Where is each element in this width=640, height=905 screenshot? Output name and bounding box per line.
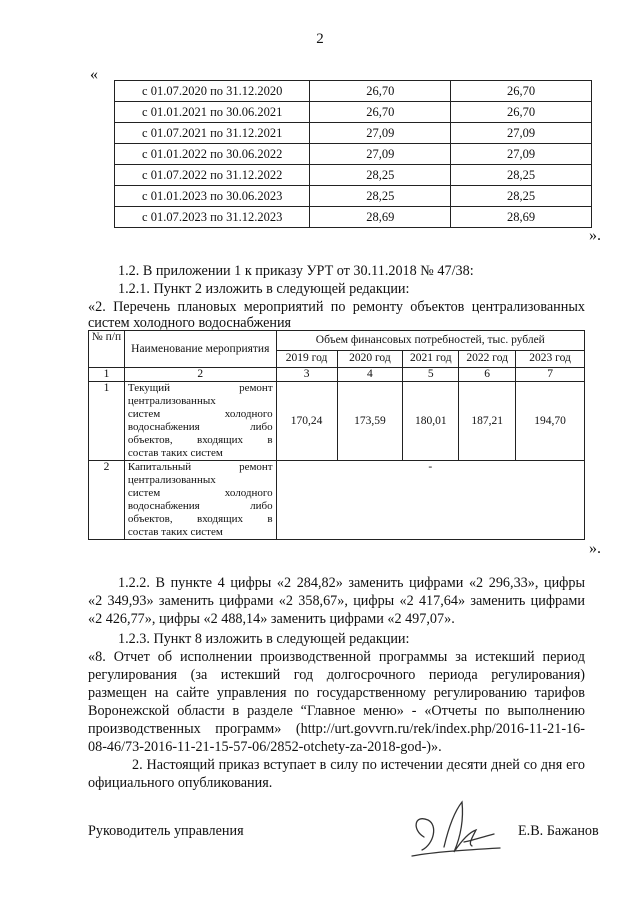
section-1-2-2-line-2: «2 349,93» заменить цифрами «2 358,67», цифры «2 417,64» заменить цифрами [88,593,585,609]
column-index: 3 [276,368,337,382]
measure-name-line: систем холодного [127,487,273,499]
value-cell-2: 26,70 [451,81,592,102]
column-index: 5 [403,368,459,382]
tariff-row [115,102,592,123]
header-num: № п/п [89,331,125,368]
measure-name-line: водоснабжения либо [127,500,273,512]
value-cell-2: 28,69 [451,207,592,228]
table2-close-mark: ». [589,540,601,557]
value-cell-1: 27,09 [310,123,451,144]
tariff-row [115,186,592,207]
year-header: 2023 год [516,350,585,367]
tariff-row [115,165,592,186]
value-cell-1: 28,25 [310,186,451,207]
row1-value-2021: 180,01 [403,382,459,461]
row2-value: - [276,461,584,540]
row1-num: 1 [89,382,125,461]
point-8-line-3: размещен на сайте управления по государственному регулированию тарифов [88,685,585,701]
row1-name [124,382,276,461]
measure-name-line: объектов, входящих в [127,434,273,446]
year-header: 2022 год [459,350,516,367]
repair-measures-table [88,330,585,540]
row1-value-2020: 173,59 [337,382,403,461]
measure-name-line: состав таких систем [127,447,223,459]
page-number: 2 [316,31,324,47]
tariff-row [115,207,592,228]
measure-name-line: Текущий ремонт [127,382,273,394]
year-header: 2021 год [403,350,459,367]
section-2-line-1: 2. Настоящий приказ вступает в силу по истечении десяти дней со дня его [132,757,585,773]
section-1-2: 1.2. В приложении 1 к приказу УРТ от 30.11.2018 № 47/38: [118,263,474,279]
header-volume: Объем финансовых потребностей, тыс. рублей [276,331,584,351]
section-2-line-2: официального опубликования. [88,775,273,791]
measure-name-line: систем холодного [127,408,273,420]
row2-num: 2 [89,461,125,540]
value-cell-2: 27,09 [451,123,592,144]
tariff-row [115,144,592,165]
year-header: 2019 год [276,350,337,367]
value-cell-2: 27,09 [451,144,592,165]
list-title-line-1: «2. Перечень плановых мероприятий по ремонту объектов централизованных [88,299,585,315]
value-cell-2: 26,70 [451,102,592,123]
point-8-text [88,648,585,756]
table1-close-mark: ». [589,227,601,244]
section-1-2-3: 1.2.3. Пункт 8 изложить в следующей редакции: [118,631,410,647]
point-8-line-5: производственных программ» (http://urt.govvrn.ru/rek/index.php/2016-11-21-16- [88,721,585,737]
row1-value-2019: 170,24 [276,382,337,461]
handwritten-signature [404,792,514,867]
value-cell-1: 26,70 [310,81,451,102]
quote-open-mark: « [90,66,98,83]
section-2 [88,756,585,792]
value-cell-1: 28,25 [310,165,451,186]
row2-name [124,461,276,540]
year-header: 2020 год [337,350,403,367]
value-cell-2: 28,25 [451,186,592,207]
header-name: Наименование мероприятия [124,331,276,368]
period-cell: с 01.01.2023 по 30.06.2023 [115,186,310,207]
section-1-2-2-line-3: «2 426,77», цифры «2 488,14» заменить цифрами «2 497,07». [88,611,455,627]
point-8-line-6: 08-46/73-2016-11-21-15-57-06/2852-otchety-za-2018-god-)». [88,739,442,755]
column-index: 1 [89,368,125,382]
point-8-line-4: Воронежской области в разделе “Главное меню» - «Отчеты по выполнению [88,703,585,719]
column-index: 6 [459,368,516,382]
column-index: 4 [337,368,403,382]
column-index: 7 [516,368,585,382]
measure-name-line: водоснабжения либо [127,421,273,433]
period-cell: с 01.01.2022 по 30.06.2022 [115,144,310,165]
signer-name: Е.В. Бажанов [518,823,599,839]
value-cell-1: 27,09 [310,144,451,165]
section-1-2-1: 1.2.1. Пункт 2 изложить в следующей редакции: [118,281,410,297]
period-cell: с 01.07.2021 по 31.12.2021 [115,123,310,144]
period-cell: с 01.07.2023 по 31.12.2023 [115,207,310,228]
row1-value-2022: 187,21 [459,382,516,461]
value-cell-1: 28,69 [310,207,451,228]
signer-title: Руководитель управления [88,823,244,839]
tariff-periods-table [114,80,592,228]
period-cell: с 01.01.2021 по 30.06.2021 [115,102,310,123]
measure-name-line: Капитальный ремонт [127,461,273,473]
period-cell: с 01.07.2022 по 31.12.2022 [115,165,310,186]
tariff-row [115,123,592,144]
measure-name-line: централизованных [127,395,216,407]
list-title-line-2: систем холодного водоснабжения [88,315,292,331]
section-1-2-2 [88,574,585,628]
column-index: 2 [124,368,276,382]
row1-value-2023: 194,70 [516,382,585,461]
tariff-row [115,81,592,102]
section-1-2-2-line-1: 1.2.2. В пункте 4 цифры «2 284,82» заменить цифрами «2 296,33», цифры [118,575,585,591]
value-cell-2: 28,25 [451,165,592,186]
point-8-line-2: регулирования (за истекший год долгосрочного периода регулирования) [88,667,585,683]
period-cell: с 01.07.2020 по 31.12.2020 [115,81,310,102]
measure-name-line: централизованных [127,474,216,486]
point-8-line-1: «8. Отчет об исполнении производственной программы за истекший период [88,649,585,665]
measure-name-line: состав таких систем [127,526,223,538]
measure-name-line: объектов, входящих в [127,513,273,525]
value-cell-1: 26,70 [310,102,451,123]
